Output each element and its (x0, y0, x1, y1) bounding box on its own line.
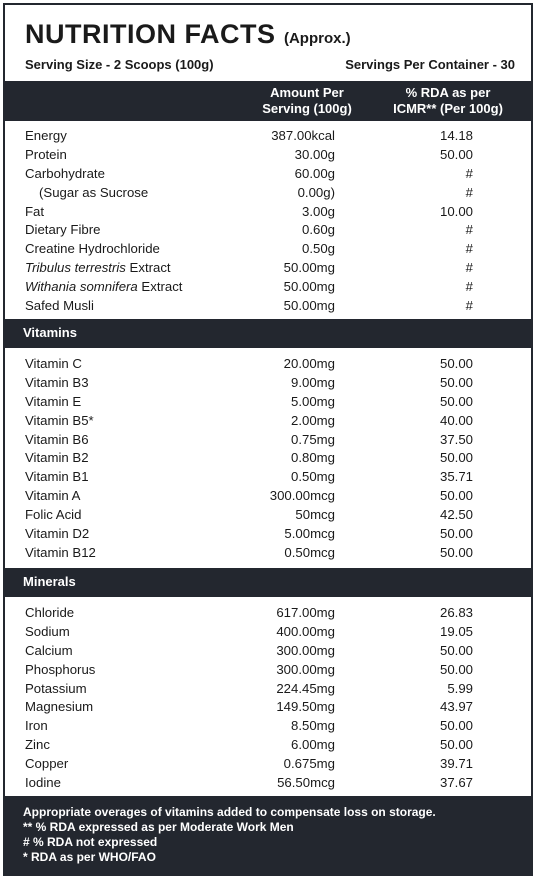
amount-value: 60.00g (294, 165, 335, 181)
nutrient-name: Fat (25, 203, 45, 219)
rda-value: 50.00 (439, 374, 473, 390)
amount-value: 56.50mcg (277, 775, 335, 791)
table-row (5, 203, 531, 222)
rda-value: 37.67 (439, 775, 473, 791)
table-row (5, 221, 531, 240)
amount-value: 0.50mcg (284, 544, 335, 560)
table-row (5, 736, 531, 755)
nutrient-name: Copper (25, 756, 69, 772)
table-row (5, 755, 531, 774)
table-row (5, 661, 531, 680)
nutrient-name: Sodium (25, 623, 70, 639)
nutrient-name: Calcium (25, 642, 73, 658)
amount-value: 224.45mg (276, 680, 335, 696)
table-row (5, 165, 531, 184)
minerals-section-title: Minerals (23, 574, 76, 589)
amount-value: 0.675mg (283, 756, 335, 772)
column-header-band (5, 81, 531, 121)
amount-column-header (248, 85, 366, 117)
table-row (5, 355, 531, 374)
rda-value: # (465, 260, 473, 276)
table-row (5, 297, 531, 316)
table-row (5, 449, 531, 468)
table-row (5, 278, 531, 297)
rda-header-line2: ICMR** (Per 100g) (393, 101, 503, 116)
amount-value: 617.00mg (276, 605, 335, 620)
nutrient-name: Dietary Fibre (25, 222, 101, 238)
amount-value: 30.00g (294, 146, 335, 162)
nutrient-name: Vitamin B2 (25, 450, 89, 466)
rda-value: # (465, 165, 473, 181)
amount-value: 50.00mg (283, 298, 335, 314)
rda-value: # (465, 241, 473, 257)
footnote-rda-not-expressed: # % RDA not expressed (23, 835, 158, 849)
amount-header-line1: Amount Per (270, 85, 344, 100)
nutrient-name: Chloride (25, 605, 75, 620)
nutrient-name: Protein (25, 146, 67, 162)
rda-value: # (465, 184, 473, 200)
nutrient-name: (Sugar as Sucrose (39, 184, 149, 200)
serving-size: Serving Size - 2 Scoops (100g) (25, 57, 214, 72)
amount-value: 50.00mg (283, 279, 335, 295)
rda-value: 50.00 (439, 393, 473, 409)
rda-value: 50.00 (439, 544, 473, 560)
nutrient-name-suffix: Extract (137, 279, 183, 295)
page-title: NUTRITION FACTS (25, 19, 276, 49)
table-row (5, 774, 531, 793)
nutrient-name: Vitamin B5* (25, 412, 94, 428)
nutrient-name: Phosphorus (25, 661, 96, 677)
nutrient-name: Vitamin A (25, 488, 81, 504)
table-row (5, 468, 531, 487)
nutrient-name: Vitamin B3 (25, 374, 89, 390)
rda-value: 50.00 (439, 146, 473, 162)
rda-value: # (465, 279, 473, 295)
nutrient-name (25, 278, 182, 297)
amount-value: 0.50mg (291, 469, 335, 485)
amount-value: 9.00mg (291, 374, 335, 390)
nutrient-name-italic: Withania somnifera (25, 279, 138, 295)
table-row (5, 259, 531, 278)
rda-column-header (383, 85, 513, 117)
amount-value: 300.00mg (276, 642, 335, 658)
table-row (5, 184, 531, 203)
amount-value: 50mcg (295, 507, 335, 523)
table-row (5, 240, 531, 259)
rda-value: 14.18 (439, 128, 473, 143)
amount-value: 0.50g (301, 241, 335, 257)
rda-value: 19.05 (439, 623, 473, 639)
minerals-section-band (5, 568, 531, 597)
table-row (5, 127, 531, 146)
rda-value: 43.97 (439, 699, 473, 715)
footnote-rda-moderate: ** % RDA expressed as per Moderate Work Men (23, 820, 294, 834)
amount-header-line2: Serving (100g) (262, 101, 352, 116)
amount-value: 149.50mg (276, 699, 335, 715)
table-row (5, 487, 531, 506)
table-row (5, 525, 531, 544)
table-row (5, 393, 531, 412)
rda-value: 5.99 (447, 680, 473, 696)
nutrient-name: Iron (25, 718, 48, 734)
nutrient-name: Magnesium (25, 699, 94, 715)
nutrient-name: Safed Musli (25, 298, 94, 314)
nutrient-name: Zinc (25, 737, 50, 753)
amount-value: 0.00g) (297, 184, 335, 200)
table-row (5, 717, 531, 736)
amount-value: 0.75mg (291, 431, 335, 447)
vitamins-section-band (5, 319, 531, 348)
rda-value: 50.00 (439, 356, 473, 371)
table-row (5, 374, 531, 393)
amount-value: 8.50mg (291, 718, 335, 734)
amount-value: 0.80mg (291, 450, 335, 466)
table-row (5, 604, 531, 623)
table-row (5, 506, 531, 525)
table-row (5, 431, 531, 450)
rda-value: 50.00 (439, 642, 473, 658)
nutrition-facts-panel (3, 3, 533, 876)
amount-value: 300.00mg (276, 661, 335, 677)
rda-value: 50.00 (439, 488, 473, 504)
title-qualifier: (Approx.) (283, 30, 351, 47)
rda-value: 10.00 (439, 203, 473, 219)
rda-value: 50.00 (439, 526, 473, 542)
footnotes-band (5, 796, 531, 874)
amount-value: 387.00kcal (271, 128, 335, 143)
table-row (5, 412, 531, 431)
nutrient-name: Vitamin C (25, 356, 82, 371)
nutrient-name: Vitamin B12 (25, 544, 96, 560)
nutrient-name: Iodine (25, 775, 61, 791)
rda-value: 50.00 (439, 661, 473, 677)
rda-value: # (465, 222, 473, 238)
title-row (25, 19, 351, 50)
table-row (5, 544, 531, 563)
amount-value: 2.00mg (291, 412, 335, 428)
footnote-rda-who: * RDA as per WHO/FAO (23, 850, 156, 864)
rda-value: 35.71 (439, 469, 473, 485)
amount-value: 5.00mg (291, 393, 335, 409)
table-row (5, 623, 531, 642)
nutrient-name: Potassium (25, 680, 87, 696)
rda-value: 37.50 (439, 431, 473, 447)
nutrient-name: Creatine Hydrochloride (25, 241, 160, 257)
nutrient-name: Vitamin E (25, 393, 82, 409)
amount-value: 20.00mg (283, 356, 335, 371)
nutrient-name: Folic Acid (25, 507, 82, 523)
nutrient-name: Energy (25, 128, 67, 143)
amount-value: 400.00mg (276, 623, 335, 639)
rda-header-line1: % RDA as per (405, 85, 491, 100)
rda-value: # (465, 298, 473, 314)
amount-value: 6.00mg (291, 737, 335, 753)
servings-per-container: Servings Per Container - 30 (345, 57, 515, 72)
rda-value: 40.00 (439, 412, 473, 428)
amount-value: 0.60g (301, 222, 335, 238)
minerals-list (5, 604, 531, 793)
rda-value: 42.50 (439, 507, 473, 523)
rda-value: 26.83 (439, 605, 473, 620)
table-row (5, 642, 531, 661)
table-row (5, 698, 531, 717)
nutrient-name: Vitamin B6 (25, 431, 89, 447)
nutrient-name: Carbohydrate (25, 165, 105, 181)
amount-value: 3.00g (301, 203, 335, 219)
table-row (5, 680, 531, 699)
amount-value: 300.00mcg (269, 488, 335, 504)
rda-value: 39.71 (439, 756, 473, 772)
vitamins-list (5, 355, 531, 563)
nutrient-name: Vitamin D2 (25, 526, 90, 542)
table-row (5, 146, 531, 165)
amount-value: 50.00mg (283, 260, 335, 276)
vitamins-section-title: Vitamins (23, 325, 77, 340)
nutrient-name: Vitamin B1 (25, 469, 89, 485)
rda-value: 50.00 (439, 737, 473, 753)
rda-value: 50.00 (439, 718, 473, 734)
nutrient-name-italic: Tribulus terrestris (25, 260, 126, 276)
nutrient-name (25, 259, 171, 278)
amount-value: 5.00mcg (284, 526, 335, 542)
main-nutrients-list (5, 127, 531, 316)
rda-value: 50.00 (439, 450, 473, 466)
footnote-overages: Appropriate overages of vitamins added to compensate loss on storage. (23, 805, 436, 819)
nutrient-name-suffix: Extract (125, 260, 171, 276)
